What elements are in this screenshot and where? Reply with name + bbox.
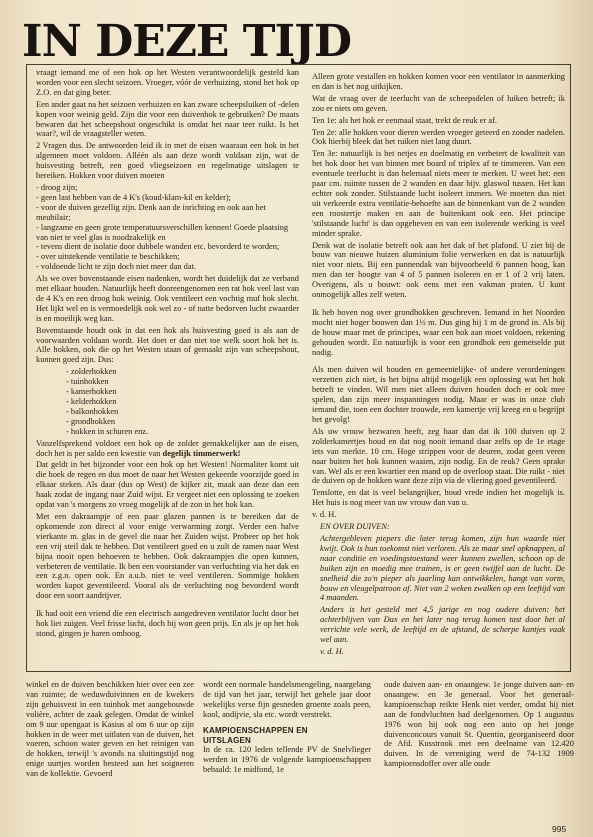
paragraph: Ten 1e: als het hok er eenmaal staat, trekt de reuk er af. bbox=[312, 115, 497, 125]
note-paragraph: Achtergebleven piepers die later terug komen, zijn hun waarde niet kwijt. Ook is hun toekomst niet verloren. Als ze maar snel opknappen, al naar conditie en voedingstoestand weer kunnen zwellen, schoon op de buiken zijn en moedig mee trainen, is er geen twijfel aan de lucht. De snelheid die zo'n pieper als jaarling kan ontwikkelen, hangt van vorm, bouw en vleugelpatroon af. Niet van 2 weken zwalken op een leeftijd van 4 maanden. bbox=[320, 533, 565, 603]
section-heading bbox=[203, 726, 371, 746]
paragraph: Tenslotte, en dat is veel belangrijker, houd vrede indien het mogelijk is. Het huis is nog meer van uw vrouw dan van u. bbox=[312, 488, 565, 508]
note-paragraph: Anders is het gesteld met 4,5 jarige en nog oudere duiven: het achterblijven van Dax en het later nog terug komen tast door het al verrichte vele werk, de leeftijd en de afstand, de scherpe kantjes vaak wel aan. bbox=[320, 605, 565, 645]
paragraph: Ten 3e: natuurlijk is het netjes en doelmatig en verbetert de kwaliteit van het hok door het van binnen met board of triplex af te timmeren. Van een eventuele teerlucht is dan helemaal niets meer te merken. U weet het: een paar cm. ruimte tussen de 2 wanden en daar bijv. glaswol tussen. Het kan echter ook zonder. Stilstaande lucht isoleert immers. We moeten dus niet uit verkeerde extra ventilatie-behoefte aan de binnenkant van de 2 wanden een roostertje maken en aan de buitenkant ook een. Het principe 'stilstaande lucht' is dan opgeheven en van een isolerende werking is veel minder sprake. bbox=[312, 149, 565, 238]
list-item: - kamerhokken bbox=[66, 387, 117, 397]
list-item: - langzame en geen grote temperatuursverschillen kennen! Goede plaatsing van niet te veel glas is noodzakelijk en bbox=[36, 222, 289, 242]
section-heading-line: UITSLAGEN bbox=[203, 735, 252, 745]
paragraph: 2 Vragen dus. De antwoorden leid ik in met de eisen waaraan een hok in het algemeen moet voldoen. Alléén als aan deze wordt voldaan zijn, wat de huisvesting betreft, een goed vliegseizoen en regelmatige uitslagen te bereiken. Hokken voor duiven moeten bbox=[36, 141, 299, 181]
paragraph-text: Vanzelfsprekend voldoet een hok op de zolder gemakkelijker aan de eisen, doch het is per saldo een kwestie van bbox=[36, 438, 299, 458]
paragraph: Ik heb boven nog over grondhokken geschreven. Iemand in het Noorden mocht niet hoger bouwen dan 1½ m. Dus ging hij 1 m de grond in. Als bij de bouw maar met de principes, waar een hok aan moet voldoen, rekening gehouden wordt. En natuurlijk is voor een grondhok een gemetselde put nodig. bbox=[312, 307, 565, 357]
paragraph: Met een dakraampje of een paar glazen pannen is te bereiken dat de opkomende zon direct al voor enige verwarming zorgt. Verder een halve vierkante m. glas in de gevel die naar het Zuiden wijst. Probeer op het hok een vrij steil dak te hebben. Dat ventileert goed en u zult de ramen naar West bijna nooit open behoeven te hebben. Ook dakraampjes die open kunnen, verbeteren de ventilatie. Ik ben een voorstander van verluchting via het dak en een z.g.n. open nok. En a.u.b. niet te veel ventileren. Sommige hokken worden kapot geventileerd. Vooral als de verluchting nog bevorderd wordt door een soort aandrijver. bbox=[36, 511, 299, 601]
bottom-column-2 bbox=[203, 680, 371, 832]
page-title: IN DEZE TIJD bbox=[22, 16, 352, 67]
article-column-right bbox=[312, 72, 565, 668]
loft-types-list bbox=[36, 367, 299, 436]
list-item: - tevens dient de isolatie door dubbele wanden etc. bevorderd te worden; bbox=[36, 242, 280, 252]
paragraph: oude duiven aan- en onaangew. 1e jonge duiven aan- en onaangew. en 3e generaal. Voor het generaal-kampioenschap reikte Henk niet verder, omdat hij niet aan de fondvluchten had deelgenomen. Op 1 augustus 1976 won hij ook nog een auto op het jonge duivenconcours vanuit St. Quentin, georganiseerd door de Afd. Kusstrook met een deelname van 12.420 duiven. In de vereniging werd de 74-132 1909 kampioensdoffer over alle oude bbox=[384, 680, 574, 769]
list-item: - kelderhokken bbox=[66, 397, 117, 406]
paragraph: wordt een normale handelsmengeling, naargelang de tijd van het jaar, terwijl het gehele jaar door wekelijks verse fijn gesneden groente zoals peen, kool, andijvie, sla etc. wordt verstrekt. bbox=[203, 680, 371, 719]
article-column-left bbox=[36, 68, 299, 668]
list-item: - tuinhokken bbox=[66, 377, 109, 387]
paragraph: Dat geldt in het bijzonder voor een hok op het Westen! Normaliter komt uit die hoek de regen en dus moet de naar het Westen gekeerde voorzijde goed in elkaar steken. Als daar (dus op West) de kijker zit, maak aan deze dan een haak zodat de ingang naar Zuid wijst. Er vergeet niet een oplossing te zoeken opdat van 's morgens zo vroeg mogelijk af de zon in het hok kan. bbox=[36, 460, 299, 510]
paragraph bbox=[36, 439, 299, 459]
paragraph: Ten 2e: alle hokken voor dieren werden vroeger geteerd en zonder nadelen. Ook hierbij bleek dat het ruiken niet lang duurt. bbox=[312, 127, 565, 147]
page-number: 995 bbox=[552, 824, 567, 834]
list-item: - zolderhokken bbox=[66, 367, 117, 377]
emphasis-text: degelijk timmerwerk! bbox=[162, 448, 241, 458]
paragraph: Als we over bovenstaande eisen nadenken, wordt het duidelijk dat ze verband met elkaar houden. Natuurlijk heeft dooreengenomen een rat hok veel last van de 4 K's en een droog hok weinig. Ook ventileert een vochtig muf hok slecht. Het lijkt wel en is vermoedelijk ook wel zo - of natte bedorven lucht zwaarder is en moeilijk weg kan. bbox=[36, 274, 299, 323]
paragraph: Als uw vrouw bezwaren heeft, zeg haar dan dat ik 100 duiven op 2 zolderkamertjes houd en dat nog nooit iemand daar zelfs op de 1e etage iets van merkte. 10 cm. Hoge strippen voor de deuren, zodat geen veren naar buiten het hok kunnen waaien, zijn nodig. En de reuk? Geen sprake van. Wel als er een kwartier een mand op de overloop staat. Die ruikt - niet de duiven op de hokken want deze zijn via de vliering goed geventileerd. bbox=[312, 426, 565, 486]
paragraph: winkel en de duiven beschikken hier over een zee van ruimte; de weduwduivinnen en de kwekers zijn gehuisvest in een tuinhok met aangebouwde volière, achter de zaak gelegen. Omdat de winkel om 9 uur opengaat is Kasius al om 6 uur op zijn hokken in de weer met uitlaten van de duiven, het voeren, schoon water geven en het reinigen van de hokken, terwijl 's avonds na sluitingstijd nog enige uurtjes worden besteed aan het soigneren van de kollektie. Gevoerd bbox=[26, 680, 194, 779]
paragraph: vraagt iemand me of een hok op het Westen verantwoordelijk gesteld kan worden voor een slecht seizoen. Vroeger, vóór de verhuizing, stond het hok op Z.O. en dat ging beter. bbox=[36, 68, 299, 97]
list-item: - droog zijn; bbox=[36, 182, 78, 192]
author-signature: v. d. H. bbox=[312, 510, 337, 520]
requirements-list bbox=[36, 183, 299, 272]
author-signature: v. d. H. bbox=[320, 646, 344, 656]
paragraph: Ik had ooit een vriend die een electrisch aangedreven ventilator lucht door het hok liet zuigen. Veel frisse lucht, doch hij won geen prijs. En als je op het hok stond, gingen je haren omhoog. bbox=[36, 609, 299, 638]
section-heading-line: KAMPIOENSCHAPPEN EN bbox=[203, 725, 308, 735]
bottom-column-3 bbox=[384, 680, 574, 832]
list-item: - geen last hebben van de 4 K's (koud-klam-kil en kelder); bbox=[36, 192, 232, 202]
list-item: - balkonhokken bbox=[66, 406, 119, 416]
paragraph: Een ander gaat na het seizoen verhuizen en kan zware scheepsluiken of -delen kopen voor weinig geld. Zijn die voor een duivenhok te gebruiken? De maats bewaren dat het scheepshout ongeschikt is omdat het naar teer ruikt. Is het waar?, wil de vraagsteller weten. bbox=[36, 99, 299, 139]
list-item: - grondhokken bbox=[66, 416, 116, 426]
list-item: - hokken in schuren enz. bbox=[66, 426, 149, 436]
list-item: - voor de duiven gezellig zijn. Denk aan de inrichting en ook aan het meubilair; bbox=[36, 202, 266, 222]
paragraph: Als men duiven wil houden en gemeentelijke- of andere verordeningen verzetten zich niet, is het bijna altijd mogelijk een oplossing wat het hok betreft te vinden. Wil men niet alleen duiven houden doch er ook mee spelen, dan zijn meer inspanningen nodig. Maar er was in onze club iemand die, toen een dochter trouwde, een kamertje vrij kreeg en u begrijpt het gevolg! bbox=[312, 365, 565, 424]
paragraph: Alleen grote vestallen en hokken komen voor een ventilator in aanmerking en dan is het nog uitkijken. bbox=[312, 72, 565, 91]
list-item: - voldoende licht te zijn doch niet meer dan dat. bbox=[36, 262, 197, 272]
note-section bbox=[312, 522, 565, 657]
paragraph: In de ca. 120 leden tellende PV de Snelvlieger werden in 1976 de volgende kampioenschappen behaald: 1e midfond, 1e bbox=[203, 745, 371, 775]
note-heading: EN OVER DUIVEN: bbox=[320, 522, 390, 532]
bottom-column-1 bbox=[26, 680, 194, 832]
list-item: - over uitstekende ventilatie te beschikken; bbox=[36, 252, 180, 262]
paragraph: Wat de vraag over de teerlucht van de scheepsdelen of luiken betreft; ik zou er niets om geven. bbox=[312, 93, 565, 113]
paragraph: Bovenstaande houdt ook in dat een hok als huisvesting goed is als aan de voorwaarden voldaan wordt. Het doet er dan niet toe welk soort hok het is. Alle hokken, ook die op het Westen staan of gemaakt zijn van scheepshout, kunnen goed zijn. Dus: bbox=[36, 325, 299, 365]
paragraph: Denk wat de isolatie betreft ook aan het dak of het plafond. U ziet bij de bouw van nieuwe huizen aluminium folie verwerken en dat is natuurlijk niet voor niets. Bij een pannendak van bijvoorbeeld 6 pannen hoog, kan men dan ter hoogte van 4 of 5 pannen isoleren en er 1 of 2 vrij laten. Overigens, als u bouwt: ook eens met een vakman praten. U kunt onmogelijk alles zelf weten. bbox=[312, 240, 565, 300]
